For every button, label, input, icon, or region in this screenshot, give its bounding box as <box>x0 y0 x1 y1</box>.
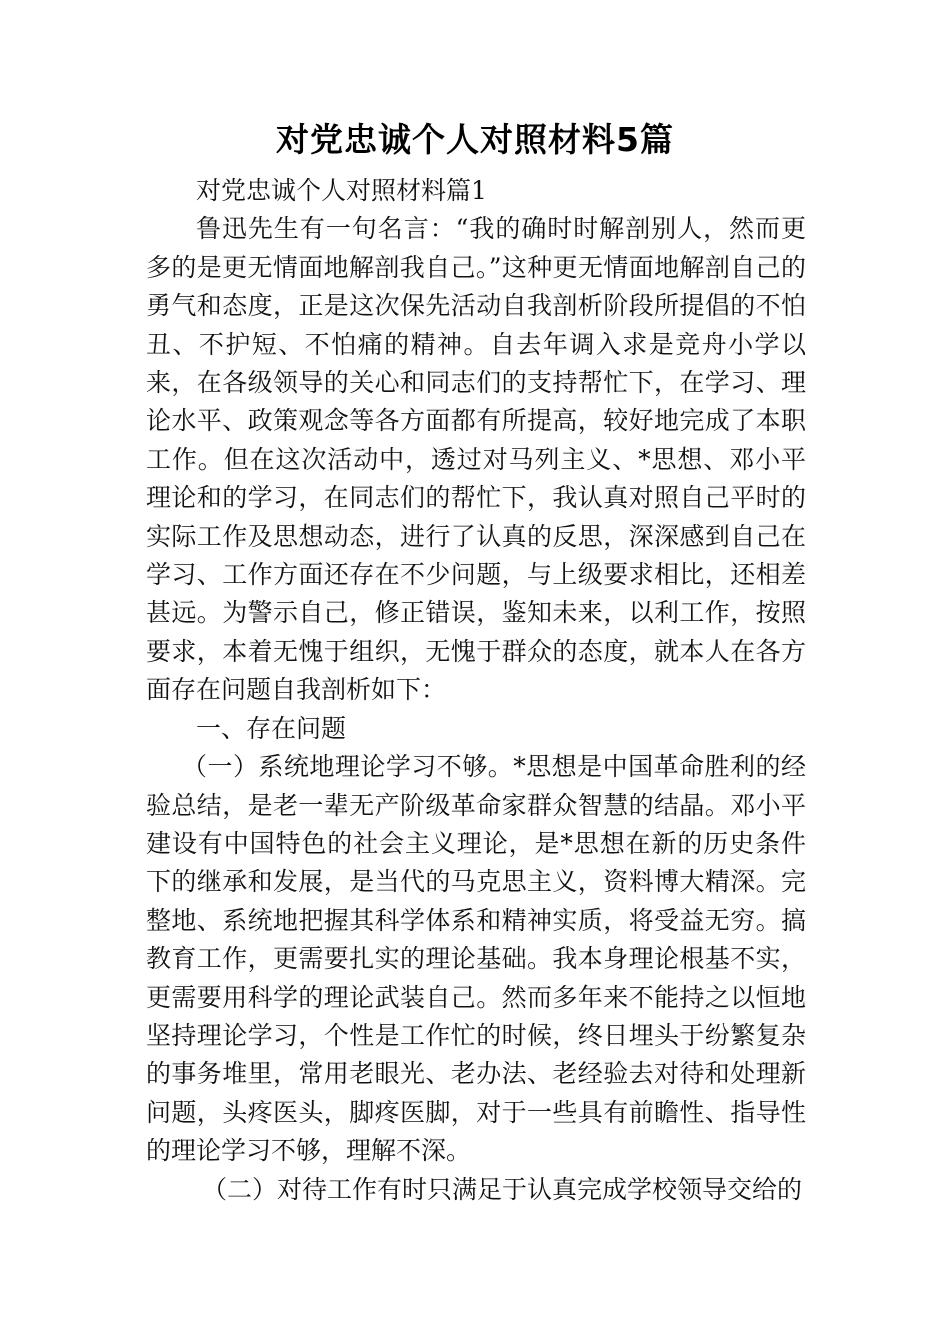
body-paragraph: 鲁迅先生有一句名言：“我的确时时解剖别人，然而更多的是更无情面地解剖我自己。”这种更无情面地解剖自己的勇气和态度，正是这次保先活动自我剖析阶段所提倡的不怕丑、不护短、不怕痛的精神。自去年调入求是竞舟小学以来，在各级领导的关心和同志们的支持帮忙下，在学习、理论水平、政策观念等各方面都有所提高，较好地完成了本职工作。但在这次活动中，透过对马列主义、*思想、邓小平理论和的学习，在同志们的帮忙下，我认真对照自己平时的实际工作及思想动态，进行了认真的反思，深深感到自己在学习、工作方面还存在不少问题，与上级要求相比，还相差甚远。为警示自己，修正错误，鉴知未来，以利工作，按照要求，本着无愧于组织，无愧于群众的态度，就本人在各方面存在问题自我剖析如下： <box>146 214 806 705</box>
document-body <box>146 172 806 1209</box>
body-paragraph: （二）对待工作有时只满足于认真完成学校领导交给的 <box>202 1174 803 1204</box>
subsection-heading: 一、存在问题 <box>196 713 347 743</box>
body-paragraph: （一）系统地理论学习不够。*思想是中国革命胜利的经验总结，是老一辈无产阶级革命家群众智慧的结晶。邓小平建设有中国特色的社会主义理论，是*思想在新的历史条件下的继承和发展，是当代的马克思主义，资料博大精深。完整地、系统地把握其科学体系和精神实质，将受益无穷。搞教育工作，更需要扎实的理论基础。我本身理论根基不实，更需要用科学的理论武装自己。然而多年来不能持之以恒地坚持理论学习，个性是工作忙的时候，终日埋头于纷繁复杂的事务堆里，常用老眼光、老办法、老经验去对待和处理新问题，头疼医头，脚疼医脚，对于一些具有前瞻性、指导性的理论学习不够，理解不深。 <box>146 752 806 1166</box>
section-heading: 对党忠诚个人对照材料篇1 <box>196 176 487 205</box>
document-title: 对党忠诚个人对照材料5篇 <box>276 120 674 159</box>
